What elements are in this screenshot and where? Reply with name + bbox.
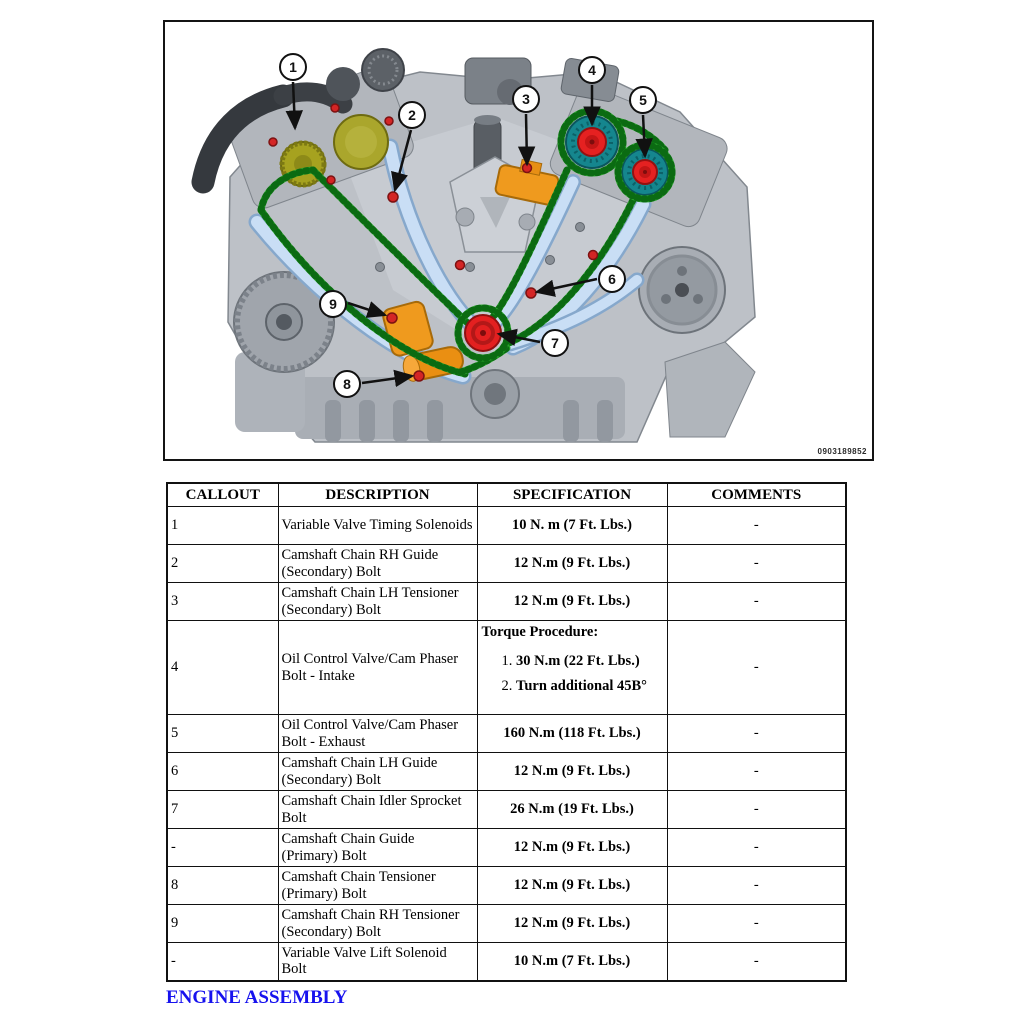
torque-procedure-step xyxy=(481,678,664,703)
step-number: 2. xyxy=(501,678,513,694)
cell-specification: 12 N.m (9 Ft. Lbs.) xyxy=(477,867,667,905)
cell-callout: 7 xyxy=(167,791,278,829)
step-text: 30 N.m (22 Ft. Lbs.) xyxy=(516,653,640,669)
cell-description: Camshaft Chain Idler Sprocket Bolt xyxy=(278,791,477,829)
callout-marker-9: 9 xyxy=(319,290,347,318)
figure-id: 0903189852 xyxy=(817,447,867,456)
cell-specification: 10 N. m (7 Ft. Lbs.) xyxy=(477,507,667,545)
cell-callout: 9 xyxy=(167,905,278,943)
callout-marker-3: 3 xyxy=(512,85,540,113)
cell-comments: - xyxy=(667,867,846,905)
cell-comments: - xyxy=(667,791,846,829)
callout-marker-6: 6 xyxy=(598,265,626,293)
table-header-row xyxy=(167,483,846,507)
cell-comments: - xyxy=(667,829,846,867)
table-row xyxy=(167,791,846,829)
cell-description: Camshaft Chain LH Guide (Secondary) Bolt xyxy=(278,753,477,791)
table-row xyxy=(167,867,846,905)
cell-callout: - xyxy=(167,943,278,981)
cell-description: Variable Valve Timing Solenoids xyxy=(278,507,477,545)
table-row xyxy=(167,829,846,867)
table-row xyxy=(167,583,846,621)
callout-marker-8: 8 xyxy=(333,370,361,398)
cell-specification: 12 N.m (9 Ft. Lbs.) xyxy=(477,829,667,867)
step-text: Turn additional 45B° xyxy=(516,678,647,694)
cell-callout: 2 xyxy=(167,545,278,583)
cell-specification: 12 N.m (9 Ft. Lbs.) xyxy=(477,753,667,791)
torque-procedure-step xyxy=(481,653,664,678)
cell-specification: 12 N.m (9 Ft. Lbs.) xyxy=(477,545,667,583)
cell-description: Camshaft Chain Tensioner (Primary) Bolt xyxy=(278,867,477,905)
table-row xyxy=(167,621,846,715)
torque-procedure-title: Torque Procedure: xyxy=(481,624,599,640)
cell-callout: 1 xyxy=(167,507,278,545)
header-comments: COMMENTS xyxy=(667,483,846,507)
callout-marker-2: 2 xyxy=(398,101,426,129)
step-number: 1. xyxy=(501,653,513,669)
cell-specification: 10 N.m (7 Ft. Lbs.) xyxy=(477,943,667,981)
header-specification: SPECIFICATION xyxy=(477,483,667,507)
callout-marker-4: 4 xyxy=(578,56,606,84)
callout-marker-5: 5 xyxy=(629,86,657,114)
table-row xyxy=(167,507,846,545)
callout-marker-1: 1 xyxy=(279,53,307,81)
table-row xyxy=(167,545,846,583)
cell-specification: 12 N.m (9 Ft. Lbs.) xyxy=(477,905,667,943)
cell-comments: - xyxy=(667,905,846,943)
cell-callout: - xyxy=(167,829,278,867)
cell-comments: - xyxy=(667,943,846,981)
cell-comments: - xyxy=(667,715,846,753)
table-row xyxy=(167,753,846,791)
cell-description: Oil Control Valve/Cam Phaser Bolt - Exhaust xyxy=(278,715,477,753)
cell-description: Oil Control Valve/Cam Phaser Bolt - Intake xyxy=(278,621,477,715)
torque-spec-table xyxy=(166,482,847,982)
cell-specification xyxy=(477,621,667,715)
cell-comments: - xyxy=(667,621,846,715)
cell-description: Camshaft Chain Guide (Primary) Bolt xyxy=(278,829,477,867)
header-callout: CALLOUT xyxy=(167,483,278,507)
figure-panel xyxy=(163,20,874,461)
callout-marker-7: 7 xyxy=(541,329,569,357)
section-heading-engine-assembly[interactable]: ENGINE ASSEMBLY xyxy=(166,987,348,1008)
cell-specification: 12 N.m (9 Ft. Lbs.) xyxy=(477,583,667,621)
cell-callout: 3 xyxy=(167,583,278,621)
cell-callout: 6 xyxy=(167,753,278,791)
cell-callout: 8 xyxy=(167,867,278,905)
cell-comments: - xyxy=(667,507,846,545)
header-description: DESCRIPTION xyxy=(278,483,477,507)
cell-callout: 4 xyxy=(167,621,278,715)
table-row xyxy=(167,943,846,981)
cell-description: Camshaft Chain RH Guide (Secondary) Bolt xyxy=(278,545,477,583)
cell-specification: 160 N.m (118 Ft. Lbs.) xyxy=(477,715,667,753)
table-row xyxy=(167,715,846,753)
cell-description: Camshaft Chain RH Tensioner (Secondary) Bolt xyxy=(278,905,477,943)
cell-specification: 26 N.m (19 Ft. Lbs.) xyxy=(477,791,667,829)
table-row xyxy=(167,905,846,943)
cell-callout: 5 xyxy=(167,715,278,753)
cell-comments: - xyxy=(667,753,846,791)
cell-comments: - xyxy=(667,545,846,583)
cell-comments: - xyxy=(667,583,846,621)
cell-description: Variable Valve Lift Solenoid Bolt xyxy=(278,943,477,981)
cell-description: Camshaft Chain LH Tensioner (Secondary) Bolt xyxy=(278,583,477,621)
